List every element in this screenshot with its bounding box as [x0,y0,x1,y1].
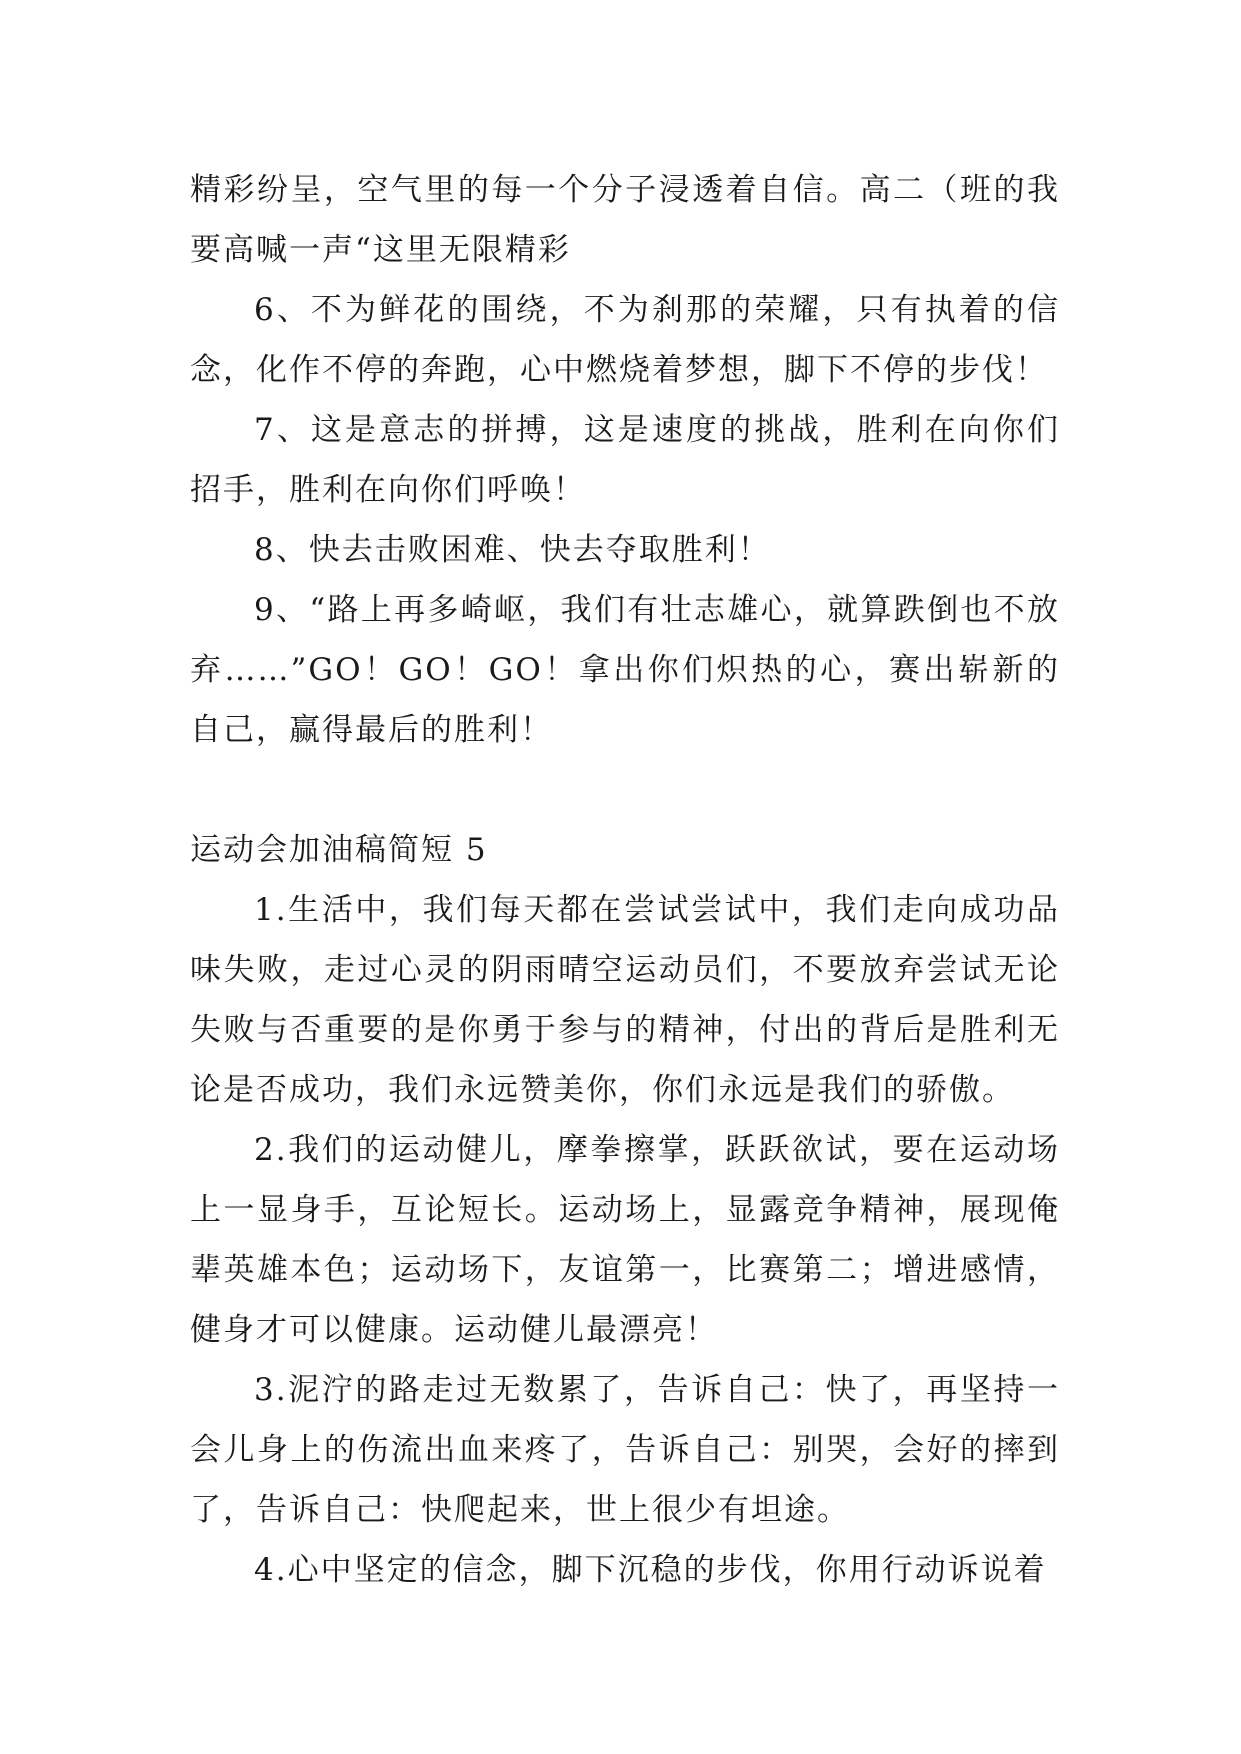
paragraph-item-6: 6、不为鲜花的围绕，不为刹那的荣耀，只有执着的信念，化作不停的奔跑，心中燃烧着梦想，脚下不停的步伐！ [190,292,1060,388]
paragraph-item-8: 8、快去击败困难、快去夺取胜利！ [254,532,771,568]
paragraph-item-7: 7、这是意志的拼搏，这是速度的挑战，胜利在向你们招手，胜利在向你们呼唤！ [190,412,1060,508]
paragraph-item-9: 9、“路上再多崎岖，我们有壮志雄心，就算跌倒也不放弃……”GO！GO！GO！拿出你们炽热的心，赛出崭新的自己，赢得最后的胜利！ [190,592,1060,748]
paragraph-item-2: 2.我们的运动健儿，摩拳擦掌，跃跃欲试，要在运动场上一显身手，互论短长。运动场上，显露竞争精神，展现俺辈英雄本色；运动场下，友谊第一，比赛第二；增进感情，健身才可以健康。运动健儿最漂亮！ [190,1132,1060,1348]
section-title: 运动会加油稿简短 5 [190,832,488,868]
document-body [190,160,1060,1600]
paragraph-continued: 精彩纷呈，空气里的每一个分子浸透着自信。高二（班的我要高喊一声“这里无限精彩 [190,172,1060,268]
paragraph-item-4: 4.心中坚定的信念，脚下沉稳的步伐，你用行动诉说着 [254,1552,1047,1588]
paragraph-item-1: 1.生活中，我们每天都在尝试尝试中，我们走向成功品味失败，走过心灵的阴雨晴空运动员们，不要放弃尝试无论失败与否重要的是你勇于参与的精神，付出的背后是胜利无论是否成功，我们永远赞美你，你们永远是我们的骄傲。 [190,892,1060,1108]
paragraph-item-3: 3.泥泞的路走过无数累了，告诉自己：快了，再坚持一会儿身上的伤流出血来疼了，告诉自己：别哭，会好的摔到了，告诉自己：快爬起来，世上很少有坦途。 [190,1372,1060,1528]
